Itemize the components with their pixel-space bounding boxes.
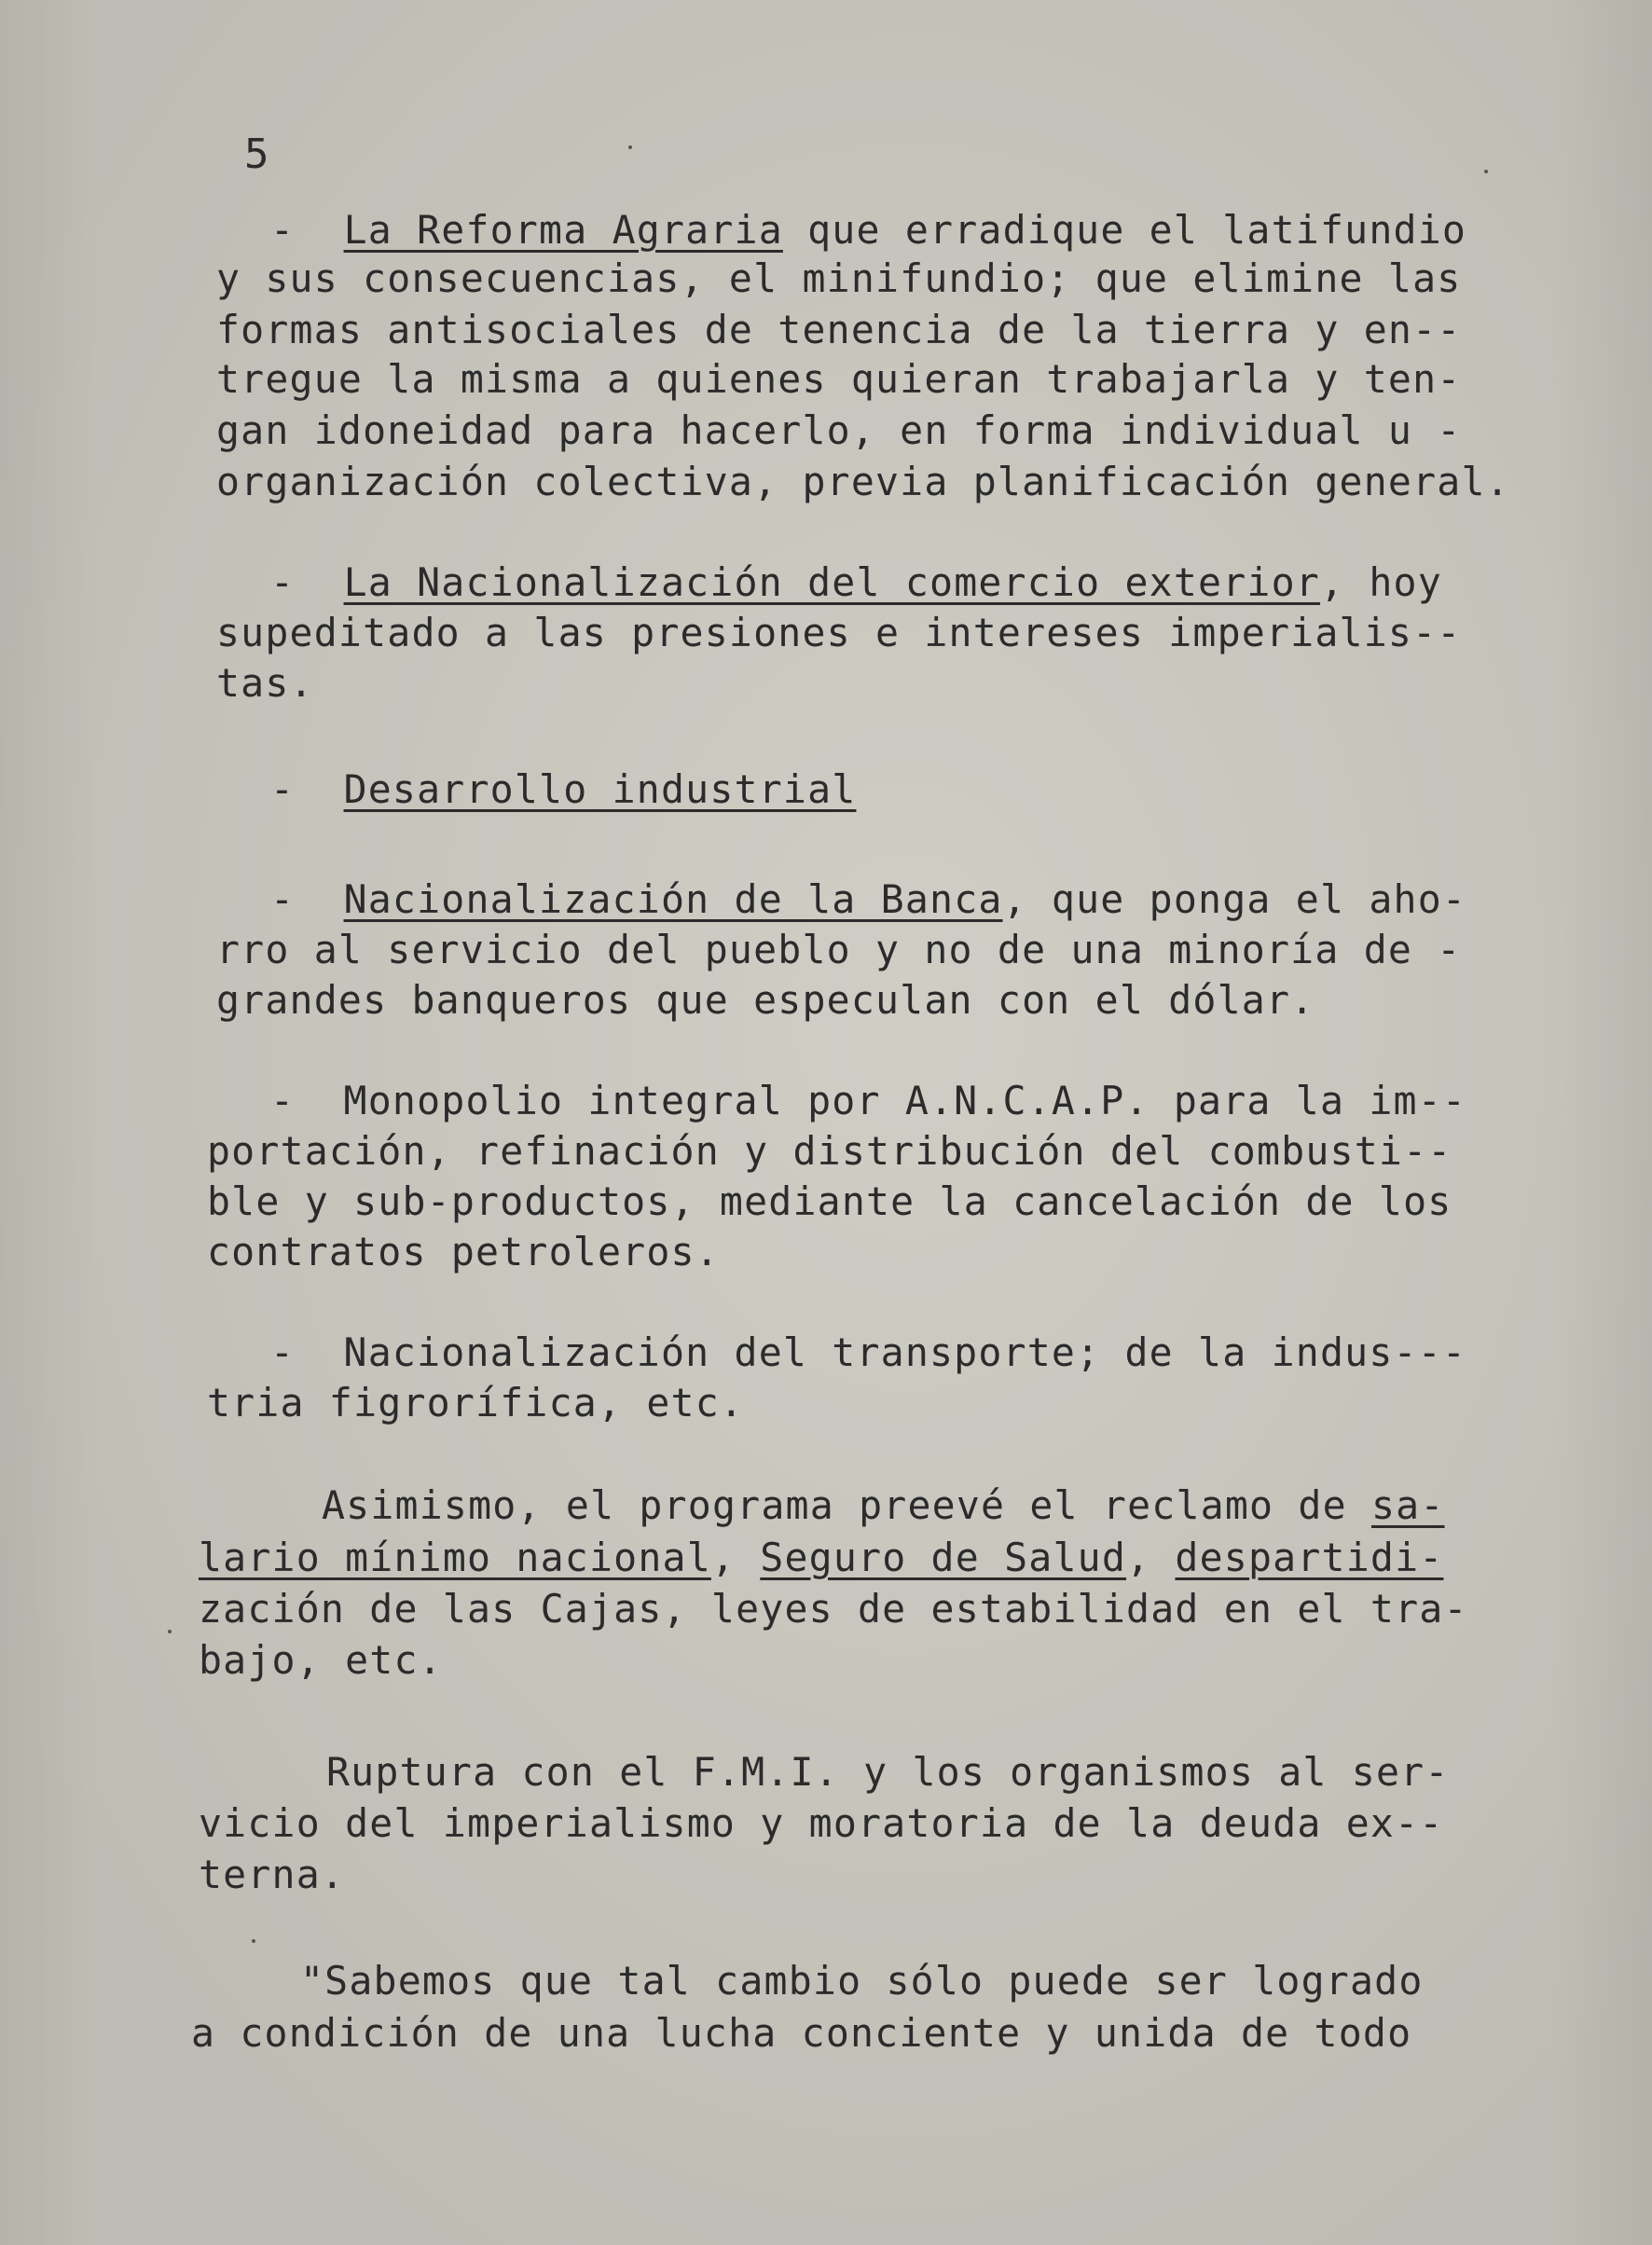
text-line: [207, 1229, 720, 1274]
text-run: terna.: [199, 1852, 346, 1897]
text-run: ,: [1126, 1535, 1176, 1580]
text-line: [207, 1380, 745, 1426]
text-line: [207, 1178, 1452, 1224]
text-run: - Nacionalización del transporte; de la indus---: [270, 1329, 1467, 1375]
underlined-text: La Nacionalización del comercio exterior: [343, 559, 1320, 605]
page-number: 5: [244, 131, 270, 178]
text-run: ,: [710, 1535, 761, 1580]
text-run: "Sabemos que tal cambio sólo puede ser logrado: [300, 1958, 1424, 2004]
text-line: [270, 1329, 1467, 1375]
text-line: [270, 766, 857, 812]
text-run: formas antisociales de tenencia de la tierra y en--: [216, 307, 1462, 352]
text-line: [216, 459, 1510, 504]
text-run: , que ponga el aho-: [1002, 876, 1467, 922]
text-line: [326, 1749, 1450, 1795]
text-line: [199, 1586, 1468, 1632]
text-run: zación de las Cajas, leyes de estabilidad en el tra-: [199, 1586, 1468, 1632]
text-line: [199, 1535, 1444, 1580]
text-line: [216, 307, 1462, 352]
underlined-text: Seguro de Salud: [760, 1535, 1127, 1580]
text-line: [207, 1128, 1452, 1174]
text-line: [216, 927, 1462, 972]
text-run: tas.: [216, 660, 314, 706]
text-run: portación, refinación y distribución del combusti--: [207, 1128, 1452, 1174]
text-run: - Monopolio integral por A.N.C.A.P. para la im--: [270, 1078, 1467, 1123]
text-run: contratos petroleros.: [207, 1229, 720, 1274]
text-run: supeditado a las presiones e intereses imperialis--: [216, 610, 1462, 655]
text-run: -: [270, 207, 344, 253]
ink-speck: [628, 145, 632, 149]
underlined-text: lario mínimo nacional: [199, 1535, 711, 1580]
underlined-text: La Reforma Agraria: [343, 207, 783, 253]
text-run: Asimismo, el programa preevé el reclamo de: [322, 1482, 1371, 1528]
ink-speck: [1484, 170, 1488, 173]
text-line: [270, 1078, 1467, 1123]
text-run: bajo, etc.: [199, 1637, 443, 1683]
text-line: [216, 977, 1315, 1023]
text-run: , hoy: [1319, 559, 1442, 605]
text-run: ble y sub-productos, mediante la cancelación de los: [207, 1178, 1452, 1224]
text-line: [216, 610, 1462, 655]
ink-speck: [168, 1630, 172, 1633]
text-run: -: [270, 559, 344, 605]
text-run: tregue la misma a quienes quieran trabajarla y ten-: [216, 356, 1462, 402]
text-line: [199, 1800, 1444, 1846]
text-line: [270, 559, 1442, 605]
text-line: [191, 2010, 1412, 2056]
text-line: [270, 876, 1467, 922]
text-run: organización colectiva, previa planificación general.: [216, 459, 1510, 504]
underlined-text: despartidi-: [1175, 1535, 1444, 1580]
text-line: [216, 356, 1462, 402]
underlined-text: sa-: [1370, 1482, 1445, 1528]
text-line: [300, 1958, 1424, 2004]
text-run: y sus consecuencias, el minifundio; que elimine las: [216, 255, 1462, 301]
text-run: -: [270, 766, 344, 812]
text-run: grandes banqueros que especulan con el dólar.: [216, 977, 1315, 1023]
text-run: a condición de una lucha conciente y unida de todo: [191, 2010, 1412, 2056]
text-line: [199, 1637, 443, 1683]
text-line: [216, 407, 1462, 453]
text-line: [199, 1852, 346, 1897]
text-run: tria figrorífica, etc.: [207, 1380, 745, 1426]
underlined-text: Desarrollo industrial: [343, 766, 857, 812]
text-run: que erradique el latifundio: [782, 207, 1467, 253]
text-run: vicio del imperialismo y moratoria de la deuda ex--: [199, 1800, 1444, 1846]
text-run: gan idoneidad para hacerlo, en forma individual u -: [216, 407, 1462, 453]
text-line: [322, 1482, 1445, 1528]
text-line: [270, 207, 1467, 253]
ink-speck: [252, 1939, 255, 1943]
text-run: rro al servicio del pueblo y no de una minoría de -: [216, 927, 1462, 972]
text-line: [216, 660, 314, 706]
underlined-text: Nacionalización de la Banca: [343, 876, 1003, 922]
text-line: [216, 255, 1462, 301]
text-run: -: [270, 876, 344, 922]
text-run: Ruptura con el F.M.I. y los organismos al ser-: [326, 1749, 1450, 1795]
